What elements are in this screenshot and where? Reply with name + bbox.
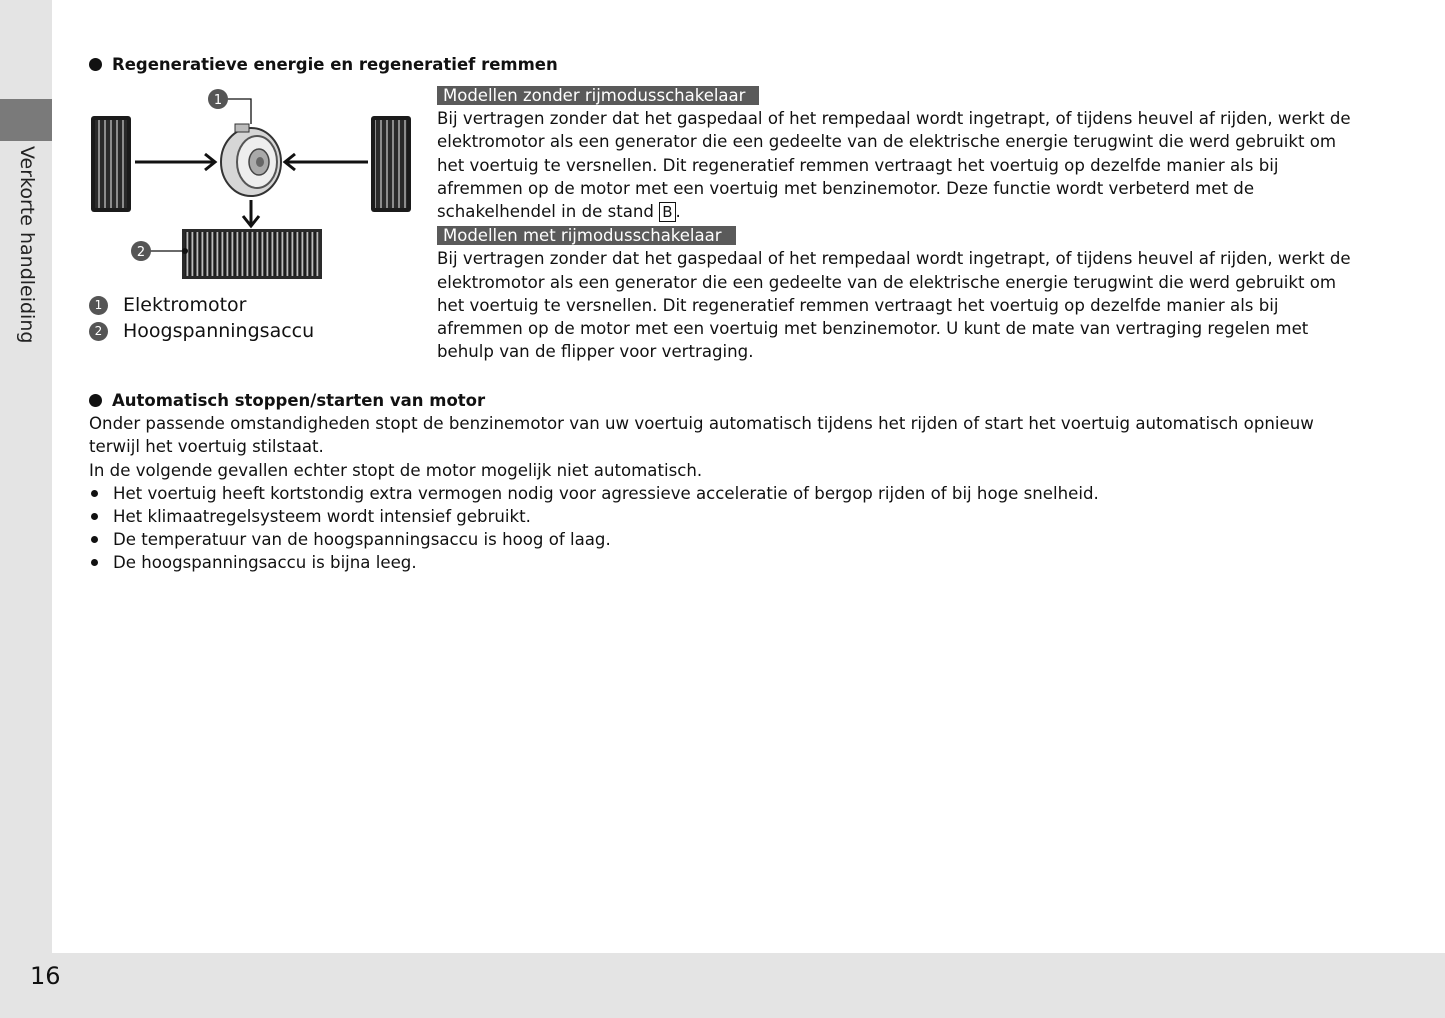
paragraph-zonder-text: Bij vertragen zonder dat het gaspedaal of het rempedaal wordt ingetrapt, of tijdens heuvel af rijden, werkt de elektromotor als een generator die een gedeelte van de elektrische energie terugwint die werd gebruikt om het voertuig te versnellen. Dit regeneratief remmen vertraagt het voertuig op dezelfde manier als bij afremmen op de motor met een voertuig met benzinemotor. Deze functie wordt verbeterd met de schakelhendel in de stand bbox=[437, 109, 1351, 222]
auto-stop-start-section bbox=[89, 389, 1359, 575]
callout-number-2: 2 bbox=[136, 245, 146, 260]
footer-strip bbox=[0, 953, 1445, 1018]
diagram-legend bbox=[89, 292, 314, 344]
list-item: Het klimaatregelsysteem wordt intensief gebruikt. bbox=[89, 505, 1359, 528]
chapter-tab bbox=[0, 99, 52, 141]
legend-number-badge: 1 bbox=[89, 296, 108, 315]
legend-label: Hoogspanningsaccu bbox=[123, 320, 315, 342]
list-item: De temperatuur van de hoogspanningsaccu is hoog of laag. bbox=[89, 528, 1359, 551]
chapter-label: Verkorte handleiding bbox=[16, 146, 38, 344]
gear-position-badge: B bbox=[659, 202, 675, 222]
condition-list bbox=[89, 482, 1359, 575]
bullet-dot-icon bbox=[89, 394, 102, 407]
callout-number-1: 1 bbox=[213, 93, 223, 108]
section-heading-regeneratief bbox=[89, 55, 558, 74]
legend-number-badge: 2 bbox=[89, 322, 108, 341]
regenerative-braking-diagram bbox=[85, 82, 425, 287]
paragraph-intro: Onder passende omstandigheden stopt de benzinemotor van uw voertuig automatisch tijdens het rijden of start het voertuig automatisch opnieuw terwijl het voertuig stilstaat. bbox=[89, 414, 1314, 457]
high-voltage-battery-icon bbox=[182, 229, 322, 279]
legend-item bbox=[89, 318, 314, 344]
model-banner-zonder: Modellen zonder rijmodusschakelaar bbox=[437, 86, 759, 105]
legend-item bbox=[89, 292, 314, 318]
list-item: Het voertuig heeft kortstondig extra vermogen nodig voor agressieve acceleratie of bergop rijden of bij hoge snelheid. bbox=[89, 482, 1359, 505]
bullet-dot-icon bbox=[89, 58, 102, 71]
paragraph-zonder bbox=[437, 107, 1362, 224]
section-heading-text: Automatisch stoppen/starten van motor bbox=[112, 391, 486, 410]
regeneratief-text-column bbox=[437, 84, 1362, 363]
left-wheel-icon bbox=[91, 116, 131, 212]
section-heading-auto-stop bbox=[89, 389, 1359, 412]
legend-label: Elektromotor bbox=[123, 294, 247, 316]
paragraph-conditions: In de volgende gevallen echter stopt de motor mogelijk niet automatisch. bbox=[89, 460, 703, 480]
diagram-svg bbox=[85, 82, 425, 287]
list-item: De hoogspanningsaccu is bijna leeg. bbox=[89, 551, 1359, 574]
page-number: 16 bbox=[30, 962, 61, 990]
model-banner-met: Modellen met rijmodusschakelaar bbox=[437, 226, 736, 245]
electric-motor-icon bbox=[221, 124, 281, 196]
section-heading-text: Regeneratieve energie en regeneratief remmen bbox=[112, 55, 558, 74]
paragraph-met: Bij vertragen zonder dat het gaspedaal of het rempedaal wordt ingetrapt, of tijdens heuvel af rijden, werkt de elektromotor als een generator die een gedeelte van de elektrische energie terugwint die werd gebruikt om het voertuig te versnellen. Dit regeneratief remmen vertraagt het voertuig op dezelfde manier als bij afremmen op de motor met een voertuig met benzinemotor. U kunt de mate van vertraging regelen met behulp van de flipper voor vertraging. bbox=[437, 249, 1351, 362]
right-wheel-icon bbox=[371, 116, 411, 212]
paragraph-end: . bbox=[675, 202, 681, 222]
